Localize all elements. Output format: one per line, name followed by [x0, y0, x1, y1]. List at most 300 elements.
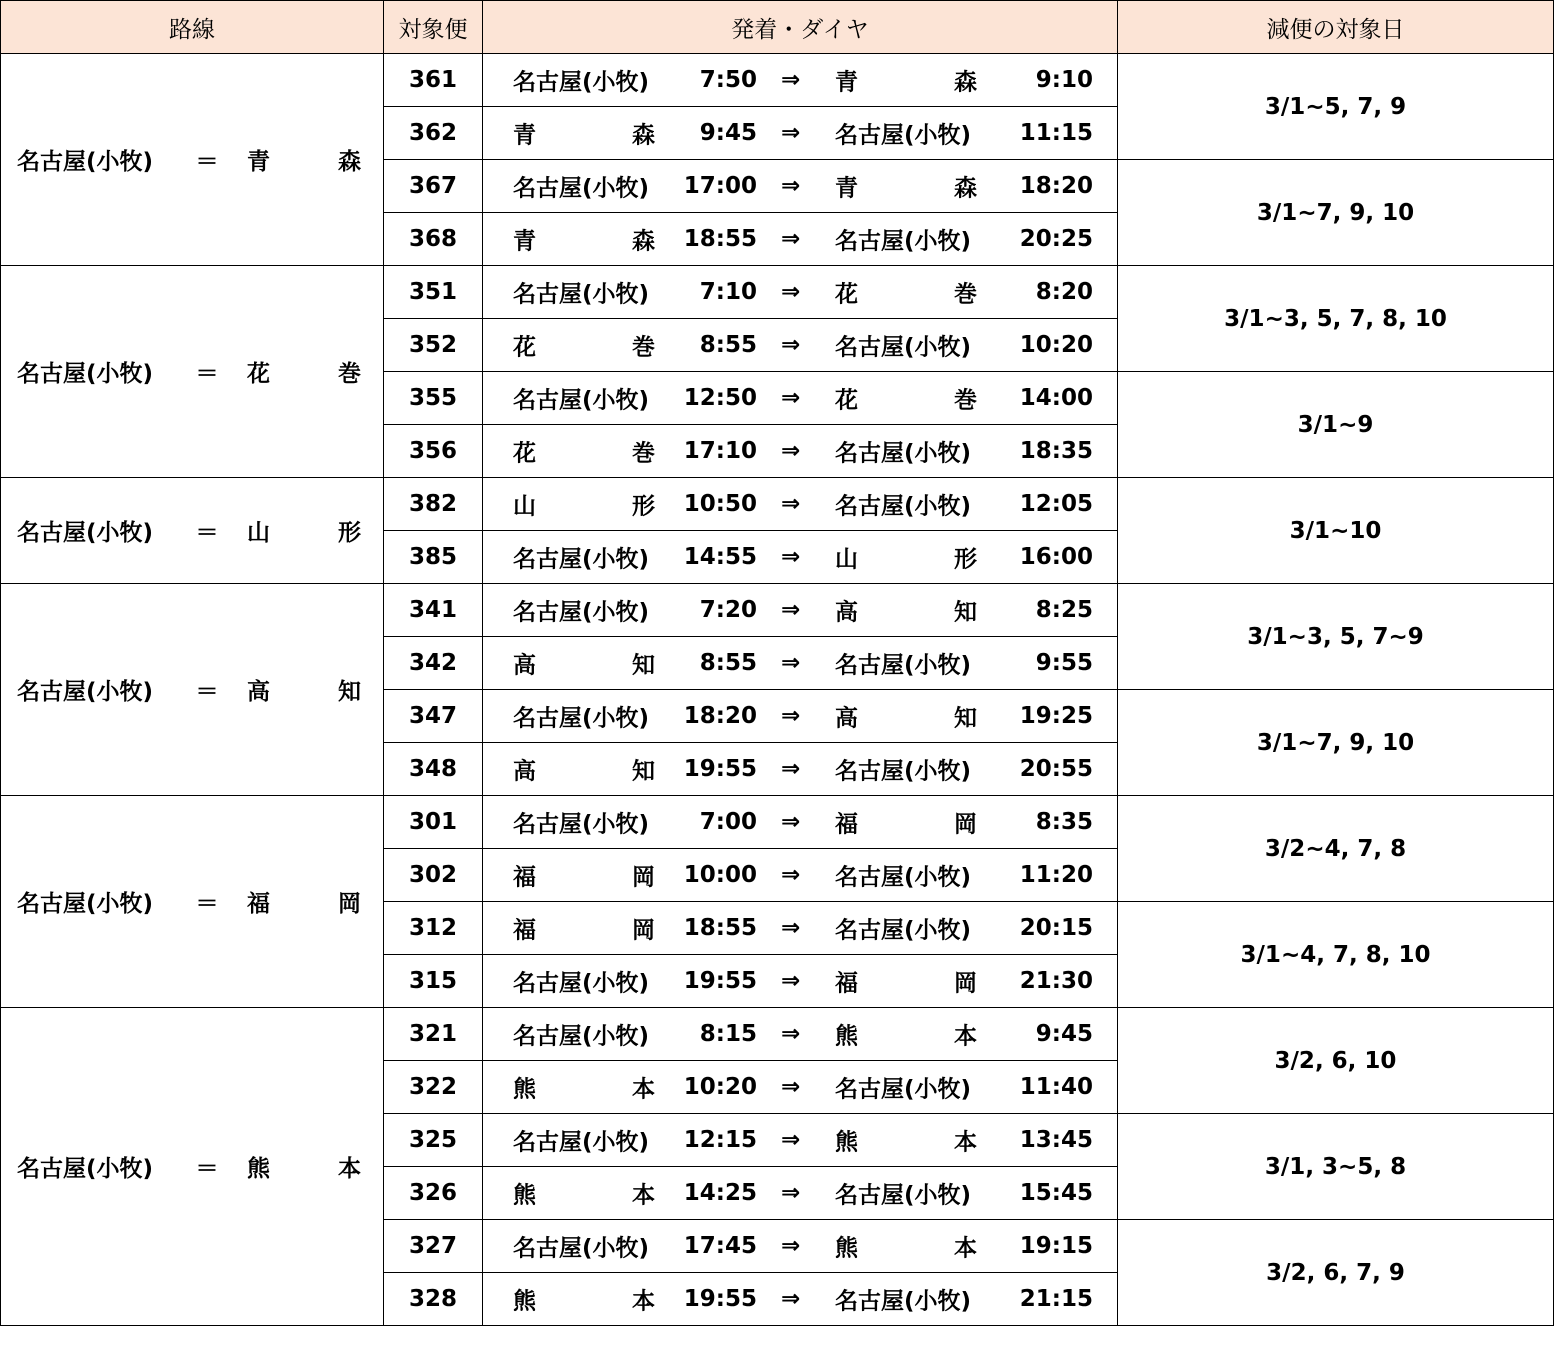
departure-airport-part: 形 — [632, 493, 655, 520]
departure-airport-part: 名古屋(小牧) — [513, 1235, 650, 1262]
arrow-icon: ⇒ — [781, 279, 801, 305]
arrival-time: 21:30 — [1019, 968, 1093, 994]
departure-airport — [513, 1177, 655, 1210]
departure-airport-part: 名古屋(小牧) — [513, 599, 650, 626]
schedule-cell — [483, 1220, 1118, 1273]
arrow-icon: ⇒ — [781, 1074, 801, 1100]
departure-airport — [513, 382, 655, 415]
arrow-icon: ⇒ — [781, 1233, 801, 1259]
departure-airport-part: 本 — [632, 1182, 655, 1209]
schedule-cell — [483, 637, 1118, 690]
route-origin: 名古屋(小牧) — [17, 520, 154, 546]
flight-number: 322 — [384, 1061, 483, 1114]
arrival-airport-part: 青 — [835, 175, 858, 202]
arrival-airport-part: 名古屋(小牧) — [835, 917, 972, 944]
route-cell — [1, 266, 384, 478]
arrival-airport — [835, 965, 977, 998]
arrival-time: 14:00 — [1019, 385, 1093, 411]
table-row — [1, 478, 1554, 531]
target-dates: 3/1~5, 7, 9 — [1118, 54, 1554, 160]
route-equals: ＝ — [195, 361, 219, 387]
schedule-cell — [483, 743, 1118, 796]
target-dates: 3/1~4, 7, 8, 10 — [1118, 902, 1554, 1008]
route-destination-part: 熊 — [247, 1156, 270, 1182]
schedule — [483, 107, 1117, 159]
departure-airport — [513, 700, 655, 733]
departure-airport-part: 森 — [632, 228, 655, 255]
flight-number: 312 — [384, 902, 483, 955]
schedule — [483, 213, 1117, 265]
departure-airport-part: 名古屋(小牧) — [513, 705, 650, 732]
arrival-airport — [835, 700, 977, 733]
schedule-cell — [483, 690, 1118, 743]
arrival-time: 10:20 — [1019, 332, 1093, 358]
schedule — [483, 1220, 1117, 1272]
arrival-time: 20:55 — [1019, 756, 1093, 782]
flight-number: 325 — [384, 1114, 483, 1167]
arrow-icon: ⇒ — [781, 491, 801, 517]
departure-airport — [513, 594, 655, 627]
target-dates: 3/2, 6, 10 — [1118, 1008, 1554, 1114]
departure-airport-part: 本 — [632, 1288, 655, 1315]
departure-airport-part: 名古屋(小牧) — [513, 175, 650, 202]
arrival-airport-part: 本 — [954, 1129, 977, 1156]
arrival-airport-part: 巻 — [954, 281, 977, 308]
arrival-airport — [835, 1283, 977, 1316]
flight-number: 328 — [384, 1273, 483, 1326]
header-dates: 減便の対象日 — [1118, 1, 1554, 54]
arrival-airport — [835, 541, 977, 574]
arrival-time: 8:25 — [1035, 597, 1093, 623]
arrival-airport-part: 知 — [954, 599, 977, 626]
header-schedule: 発着・ダイヤ — [483, 1, 1118, 54]
departure-time: 19:55 — [683, 756, 757, 782]
departure-airport-part: 名古屋(小牧) — [513, 281, 650, 308]
arrow-icon: ⇒ — [781, 650, 801, 676]
arrival-airport — [835, 1177, 977, 1210]
arrow-icon: ⇒ — [781, 332, 801, 358]
schedule-cell — [483, 54, 1118, 107]
arrival-airport-part: 名古屋(小牧) — [835, 652, 972, 679]
arrival-airport — [835, 223, 977, 256]
schedule — [483, 637, 1117, 689]
arrival-airport-part: 高 — [835, 599, 858, 626]
route-destination — [247, 673, 361, 706]
header-route: 路線 — [1, 1, 384, 54]
arrival-airport-part: 名古屋(小牧) — [835, 1182, 972, 1209]
table-row — [1, 796, 1554, 849]
arrival-airport — [835, 753, 977, 786]
departure-airport — [513, 806, 655, 839]
departure-time: 8:55 — [699, 332, 757, 358]
arrival-time: 19:15 — [1019, 1233, 1093, 1259]
schedule-cell — [483, 584, 1118, 637]
arrival-airport-part: 名古屋(小牧) — [835, 493, 972, 520]
schedule — [483, 1273, 1117, 1325]
arrow-icon: ⇒ — [781, 862, 801, 888]
departure-airport — [513, 965, 655, 998]
flight-number: 362 — [384, 107, 483, 160]
schedule — [483, 743, 1117, 795]
arrival-time: 20:25 — [1019, 226, 1093, 252]
arrival-airport-part: 名古屋(小牧) — [835, 228, 972, 255]
arrival-airport-part: 岡 — [954, 811, 977, 838]
departure-airport-part: 巻 — [632, 334, 655, 361]
target-dates: 3/2, 6, 7, 9 — [1118, 1220, 1554, 1326]
departure-airport-part: 熊 — [513, 1076, 536, 1103]
arrow-icon: ⇒ — [781, 1021, 801, 1047]
schedule — [483, 849, 1117, 901]
schedule — [483, 54, 1117, 106]
route-destination-part: 岡 — [338, 891, 361, 917]
route-destination-part: 青 — [247, 149, 270, 175]
route-destination-part: 形 — [338, 520, 361, 546]
arrow-icon: ⇒ — [781, 67, 801, 93]
departure-airport-part: 岡 — [632, 917, 655, 944]
departure-airport — [513, 329, 655, 362]
departure-airport — [513, 117, 655, 150]
arrival-airport-part: 山 — [835, 546, 858, 573]
arrival-airport-part: 福 — [835, 970, 858, 997]
schedule-cell — [483, 531, 1118, 584]
arrival-airport — [835, 859, 977, 892]
departure-airport-part: 青 — [513, 122, 536, 149]
departure-airport-part: 名古屋(小牧) — [513, 811, 650, 838]
schedule — [483, 425, 1117, 477]
flight-number: 355 — [384, 372, 483, 425]
arrival-time: 8:35 — [1035, 809, 1093, 835]
departure-time: 9:45 — [699, 120, 757, 146]
arrival-airport — [835, 382, 977, 415]
arrival-time: 16:00 — [1019, 544, 1093, 570]
schedule-cell — [483, 955, 1118, 1008]
departure-airport — [513, 912, 655, 945]
arrival-time: 11:40 — [1019, 1074, 1093, 1100]
route-destination-part: 花 — [247, 361, 270, 387]
arrival-time: 9:45 — [1035, 1021, 1093, 1047]
arrival-airport — [835, 488, 977, 521]
arrival-airport-part: 名古屋(小牧) — [835, 440, 972, 467]
arrival-airport — [835, 64, 977, 97]
header-flight: 対象便 — [384, 1, 483, 54]
schedule — [483, 796, 1117, 848]
route-origin: 名古屋(小牧) — [17, 679, 154, 705]
departure-airport — [513, 647, 655, 680]
departure-time: 10:00 — [683, 862, 757, 888]
departure-time: 8:55 — [699, 650, 757, 676]
route-destination-part: 本 — [338, 1156, 361, 1182]
arrival-airport-part: 名古屋(小牧) — [835, 864, 972, 891]
departure-airport-part: 高 — [513, 758, 536, 785]
route-origin: 名古屋(小牧) — [17, 149, 154, 175]
schedule — [483, 902, 1117, 954]
arrow-icon: ⇒ — [781, 1286, 801, 1312]
arrival-airport — [835, 435, 977, 468]
arrival-airport-part: 熊 — [835, 1023, 858, 1050]
route-cell — [1, 1008, 384, 1326]
departure-time: 8:15 — [699, 1021, 757, 1047]
arrival-time: 12:05 — [1019, 491, 1093, 517]
flight-number: 326 — [384, 1167, 483, 1220]
departure-airport-part: 福 — [513, 917, 536, 944]
schedule — [483, 584, 1117, 636]
flight-number: 352 — [384, 319, 483, 372]
arrow-icon: ⇒ — [781, 173, 801, 199]
arrival-airport-part: 名古屋(小牧) — [835, 122, 972, 149]
departure-airport — [513, 223, 655, 256]
flight-number: 321 — [384, 1008, 483, 1061]
schedule — [483, 690, 1117, 742]
departure-airport-part: 山 — [513, 493, 536, 520]
target-dates: 3/1~7, 9, 10 — [1118, 690, 1554, 796]
arrival-airport — [835, 1071, 977, 1104]
schedule — [483, 531, 1117, 583]
flight-number: 301 — [384, 796, 483, 849]
departure-airport-part: 花 — [513, 440, 536, 467]
flight-number: 342 — [384, 637, 483, 690]
schedule — [483, 1061, 1117, 1113]
arrow-icon: ⇒ — [781, 703, 801, 729]
schedule — [483, 1167, 1117, 1219]
route-destination — [247, 1150, 361, 1183]
arrival-airport — [835, 912, 977, 945]
schedule-cell — [483, 849, 1118, 902]
arrival-time: 9:55 — [1035, 650, 1093, 676]
route-destination-part: 知 — [338, 679, 361, 705]
target-dates: 3/1~3, 5, 7, 8, 10 — [1118, 266, 1554, 372]
flight-number: 385 — [384, 531, 483, 584]
arrival-airport — [835, 806, 977, 839]
schedule-cell — [483, 160, 1118, 213]
flight-number: 327 — [384, 1220, 483, 1273]
schedule-cell — [483, 107, 1118, 160]
departure-airport-part: 福 — [513, 864, 536, 891]
schedule — [483, 955, 1117, 1007]
departure-airport-part: 森 — [632, 122, 655, 149]
route-destination-part: 高 — [247, 679, 270, 705]
route-label — [1, 514, 383, 547]
schedule-cell — [483, 266, 1118, 319]
arrow-icon: ⇒ — [781, 120, 801, 146]
schedule-cell — [483, 796, 1118, 849]
route-equals: ＝ — [195, 149, 219, 175]
schedule — [483, 478, 1117, 530]
route-destination — [247, 885, 361, 918]
schedule — [483, 372, 1117, 424]
departure-airport — [513, 1018, 655, 1051]
schedule-cell — [483, 478, 1118, 531]
schedule — [483, 319, 1117, 371]
arrival-airport — [835, 1124, 977, 1157]
schedule-cell — [483, 902, 1118, 955]
departure-airport-part: 本 — [632, 1076, 655, 1103]
schedule-cell — [483, 319, 1118, 372]
arrival-airport-part: 福 — [835, 811, 858, 838]
flight-number: 368 — [384, 213, 483, 266]
departure-airport-part: 名古屋(小牧) — [513, 387, 650, 414]
target-dates: 3/1~7, 9, 10 — [1118, 160, 1554, 266]
arrival-airport — [835, 647, 977, 680]
departure-airport-part: 巻 — [632, 440, 655, 467]
table-row — [1, 1008, 1554, 1061]
arrival-time: 18:20 — [1019, 173, 1093, 199]
arrival-time: 13:45 — [1019, 1127, 1093, 1153]
flight-number: 351 — [384, 266, 483, 319]
departure-airport-part: 知 — [632, 758, 655, 785]
arrival-airport — [835, 276, 977, 309]
departure-airport — [513, 488, 655, 521]
departure-time: 18:20 — [683, 703, 757, 729]
schedule-cell — [483, 213, 1118, 266]
arrow-icon: ⇒ — [781, 438, 801, 464]
arrow-icon: ⇒ — [781, 915, 801, 941]
arrow-icon: ⇒ — [781, 597, 801, 623]
arrival-airport-part: 花 — [835, 387, 858, 414]
arrival-time: 11:15 — [1019, 120, 1093, 146]
target-dates: 3/1~3, 5, 7~9 — [1118, 584, 1554, 690]
schedule-cell — [483, 1114, 1118, 1167]
departure-time: 17:10 — [683, 438, 757, 464]
arrival-airport-part: 熊 — [835, 1129, 858, 1156]
route-origin: 名古屋(小牧) — [17, 361, 154, 387]
arrival-airport-part: 花 — [835, 281, 858, 308]
departure-airport-part: 青 — [513, 228, 536, 255]
arrow-icon: ⇒ — [781, 544, 801, 570]
target-dates: 3/1~10 — [1118, 478, 1554, 584]
departure-time: 17:00 — [683, 173, 757, 199]
arrival-airport-part: 形 — [954, 546, 977, 573]
arrival-airport-part: 青 — [835, 69, 858, 96]
arrival-airport — [835, 117, 977, 150]
route-destination — [247, 143, 361, 176]
route-destination — [247, 355, 361, 388]
flight-number: 347 — [384, 690, 483, 743]
route-label — [1, 673, 383, 706]
arrival-airport-part: 知 — [954, 705, 977, 732]
departure-airport — [513, 1124, 655, 1157]
departure-airport — [513, 541, 655, 574]
arrival-airport-part: 名古屋(小牧) — [835, 1076, 972, 1103]
departure-airport-part: 名古屋(小牧) — [513, 69, 650, 96]
departure-time: 7:20 — [699, 597, 757, 623]
arrival-time: 18:35 — [1019, 438, 1093, 464]
flight-number: 361 — [384, 54, 483, 107]
departure-time: 7:00 — [699, 809, 757, 835]
target-dates: 3/1~9 — [1118, 372, 1554, 478]
arrival-airport — [835, 170, 977, 203]
schedule-cell — [483, 1008, 1118, 1061]
table-row — [1, 584, 1554, 637]
schedule — [483, 1008, 1117, 1060]
route-equals: ＝ — [195, 520, 219, 546]
arrow-icon: ⇒ — [781, 1180, 801, 1206]
departure-airport — [513, 64, 655, 97]
route-destination-part: 巻 — [338, 361, 361, 387]
arrival-airport-part: 本 — [954, 1235, 977, 1262]
route-origin: 名古屋(小牧) — [17, 1156, 154, 1182]
departure-airport — [513, 1071, 655, 1104]
schedule — [483, 160, 1117, 212]
arrival-time: 15:45 — [1019, 1180, 1093, 1206]
schedule — [483, 1114, 1117, 1166]
arrival-time: 8:20 — [1035, 279, 1093, 305]
route-equals: ＝ — [195, 679, 219, 705]
flight-number: 367 — [384, 160, 483, 213]
route-equals: ＝ — [195, 891, 219, 917]
departure-airport — [513, 1283, 655, 1316]
route-label — [1, 885, 383, 918]
route-label — [1, 143, 383, 176]
departure-airport — [513, 753, 655, 786]
arrow-icon: ⇒ — [781, 809, 801, 835]
arrival-airport — [835, 594, 977, 627]
arrival-time: 21:15 — [1019, 1286, 1093, 1312]
departure-airport-part: 知 — [632, 652, 655, 679]
target-dates: 3/2~4, 7, 8 — [1118, 796, 1554, 902]
arrival-time: 11:20 — [1019, 862, 1093, 888]
flight-number: 315 — [384, 955, 483, 1008]
route-cell — [1, 584, 384, 796]
departure-airport-part: 名古屋(小牧) — [513, 1023, 650, 1050]
route-cell — [1, 796, 384, 1008]
arrow-icon: ⇒ — [781, 226, 801, 252]
arrival-airport-part: 高 — [835, 705, 858, 732]
route-destination-part: 森 — [338, 149, 361, 175]
arrival-airport — [835, 1018, 977, 1051]
departure-time: 12:15 — [683, 1127, 757, 1153]
route-origin: 名古屋(小牧) — [17, 891, 154, 917]
schedule-cell — [483, 1273, 1118, 1326]
arrival-time: 19:25 — [1019, 703, 1093, 729]
departure-airport-part: 熊 — [513, 1182, 536, 1209]
departure-airport — [513, 170, 655, 203]
departure-airport-part: 熊 — [513, 1288, 536, 1315]
departure-time: 14:25 — [683, 1180, 757, 1206]
schedule-cell — [483, 1167, 1118, 1220]
flight-number: 356 — [384, 425, 483, 478]
route-destination — [247, 514, 361, 547]
flight-number: 348 — [384, 743, 483, 796]
arrow-icon: ⇒ — [781, 968, 801, 994]
route-cell — [1, 478, 384, 584]
arrow-icon: ⇒ — [781, 1127, 801, 1153]
departure-time: 19:55 — [683, 1286, 757, 1312]
departure-time: 10:50 — [683, 491, 757, 517]
table-row — [1, 54, 1554, 107]
arrival-airport-part: 名古屋(小牧) — [835, 1288, 972, 1315]
target-dates: 3/1, 3~5, 8 — [1118, 1114, 1554, 1220]
departure-airport — [513, 859, 655, 892]
departure-time: 19:55 — [683, 968, 757, 994]
arrival-airport-part: 巻 — [954, 387, 977, 414]
arrow-icon: ⇒ — [781, 756, 801, 782]
arrival-airport-part: 森 — [954, 175, 977, 202]
flight-number: 302 — [384, 849, 483, 902]
route-label — [1, 355, 383, 388]
departure-time: 10:20 — [683, 1074, 757, 1100]
route-destination-part: 山 — [247, 520, 270, 546]
arrival-time: 9:10 — [1035, 67, 1093, 93]
departure-airport-part: 名古屋(小牧) — [513, 546, 650, 573]
departure-airport-part: 名古屋(小牧) — [513, 1129, 650, 1156]
departure-time: 18:55 — [683, 915, 757, 941]
arrival-airport-part: 名古屋(小牧) — [835, 334, 972, 361]
departure-time: 18:55 — [683, 226, 757, 252]
table-body — [1, 54, 1554, 1326]
arrival-airport — [835, 1230, 977, 1263]
schedule — [483, 266, 1117, 318]
route-destination-part: 福 — [247, 891, 270, 917]
